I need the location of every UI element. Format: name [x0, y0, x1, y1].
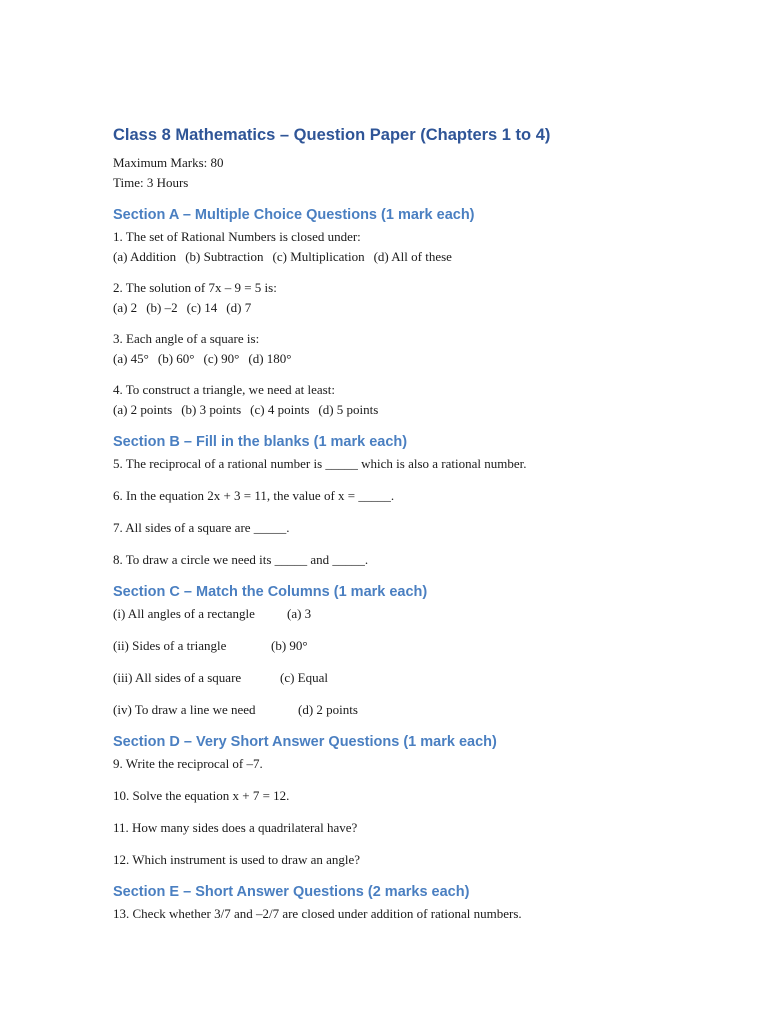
option-d: (d) 7: [226, 300, 252, 315]
question-12: 12. Which instrument is used to draw an angle?: [113, 852, 361, 867]
max-marks: Maximum Marks: 80: [113, 155, 224, 170]
section-a: [113, 227, 733, 420]
question-1: [113, 227, 733, 267]
match-row: [113, 668, 733, 688]
option-b: (b) 60°: [157, 351, 195, 366]
match-right: (d) 2 points: [298, 702, 358, 717]
question-6: 6. In the equation 2x + 3 = 11, the value of x = _____.: [113, 488, 395, 503]
question-4: [113, 380, 733, 420]
section-b-heading: Section B – Fill in the blanks (1 mark each): [113, 434, 408, 450]
question-options: [113, 349, 733, 369]
question-text: 4. To construct a triangle, we need at least:: [113, 382, 335, 397]
page-title: Class 8 Mathematics – Question Paper (Chapters 1 to 4): [113, 126, 551, 144]
question-options: [113, 400, 733, 420]
option-b: (b) 3 points: [181, 402, 242, 417]
section-c-heading: Section C – Match the Columns (1 mark each): [113, 584, 428, 600]
question-10: 10. Solve the equation x + 7 = 12.: [113, 788, 290, 803]
question-options: [113, 247, 733, 267]
option-c: (c) 14: [186, 300, 218, 315]
match-left: (iv) To draw a line we need: [113, 702, 256, 717]
option-a: (a) Addition: [113, 249, 177, 264]
option-b: (b) Subtraction: [185, 249, 264, 264]
question-text: 1. The set of Rational Numbers is closed under:: [113, 229, 361, 244]
section-e: [113, 904, 733, 924]
question-9: 9. Write the reciprocal of –7.: [113, 756, 263, 771]
option-a: (a) 2: [113, 300, 138, 315]
match-left: (iii) All sides of a square: [113, 670, 242, 685]
option-d: (d) All of these: [373, 249, 452, 264]
question-2: [113, 278, 733, 318]
question-7: 7. All sides of a square are _____.: [113, 520, 290, 535]
option-c: (c) 4 points: [250, 402, 310, 417]
match-right: (a) 3: [287, 606, 312, 621]
time-allowed: Time: 3 Hours: [113, 175, 189, 190]
question-13: 13. Check whether 3/7 and –2/7 are closed under addition of rational numbers.: [113, 906, 522, 921]
option-b: (b) –2: [146, 300, 178, 315]
match-right: (c) Equal: [280, 670, 329, 685]
question-text: 2. The solution of 7x – 9 = 5 is:: [113, 280, 277, 295]
option-a: (a) 45°: [113, 351, 149, 366]
option-d: (d) 180°: [248, 351, 292, 366]
question-8: 8. To draw a circle we need its _____ and _____.: [113, 552, 369, 567]
question-3: [113, 329, 733, 369]
match-left: (ii) Sides of a triangle: [113, 638, 227, 653]
option-c: (c) Multiplication: [272, 249, 365, 264]
option-c: (c) 90°: [203, 351, 240, 366]
question-text: 3. Each angle of a square is:: [113, 331, 260, 346]
option-d: (d) 5 points: [318, 402, 379, 417]
match-row: [113, 700, 733, 720]
question-5: 5. The reciprocal of a rational number is _____ which is also a rational number.: [113, 456, 527, 471]
section-a-heading: Section A – Multiple Choice Questions (1 mark each): [113, 207, 475, 223]
section-d-heading: Section D – Very Short Answer Questions (1 mark each): [113, 734, 497, 750]
question-options: [113, 298, 733, 318]
question-11: 11. How many sides does a quadrilateral have?: [113, 820, 358, 835]
match-left: (i) All angles of a rectangle: [113, 606, 255, 621]
section-b: [113, 454, 733, 570]
option-a: (a) 2 points: [113, 402, 173, 417]
section-c: [113, 604, 733, 720]
section-e-heading: Section E – Short Answer Questions (2 marks each): [113, 884, 470, 900]
match-row: [113, 636, 733, 656]
section-d: [113, 754, 733, 870]
match-right: (b) 90°: [271, 638, 308, 653]
question-paper: [113, 124, 733, 924]
match-row: [113, 604, 733, 624]
